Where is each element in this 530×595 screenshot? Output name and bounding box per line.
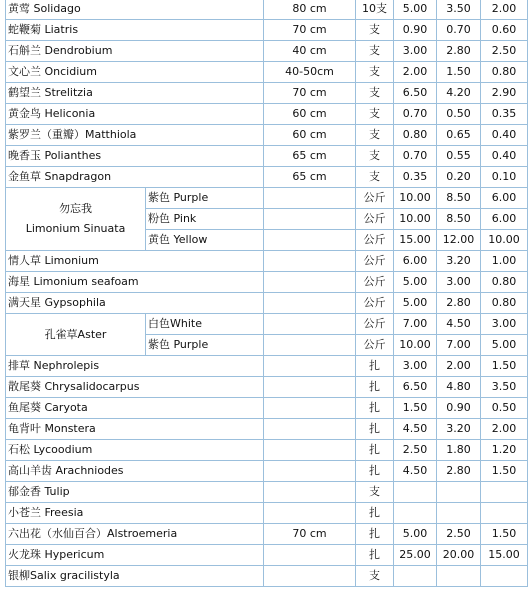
table-row (6, 0, 528, 20)
product-name: 鹤望兰 Strelitzia (6, 83, 264, 104)
product-name: 满天星 Gypsophila (6, 293, 264, 314)
price-b: 2.00 (437, 356, 481, 377)
price-b: 0.70 (437, 20, 481, 41)
price-a: 0.70 (394, 146, 437, 167)
price-b: 2.80 (437, 461, 481, 482)
stem-length (264, 356, 356, 377)
product-name: 情人草 Limonium (6, 251, 264, 272)
table-row (6, 461, 528, 482)
price-c: 10.00 (481, 230, 528, 251)
unit: 支 (356, 566, 394, 587)
unit: 支 (356, 167, 394, 188)
table-row (6, 272, 528, 293)
price-a: 2.00 (394, 62, 437, 83)
price-b (437, 566, 481, 587)
stem-length (264, 293, 356, 314)
price-a: 6.00 (394, 251, 437, 272)
table-row (6, 104, 528, 125)
price-c: 0.40 (481, 146, 528, 167)
product-name: 海星 Limonium seafoam (6, 272, 264, 293)
group-name (6, 188, 146, 251)
variant-color: 黄色 Yellow (146, 230, 264, 251)
price-b: 4.80 (437, 377, 481, 398)
table-row (6, 146, 528, 167)
product-name: 石斛兰 Dendrobium (6, 41, 264, 62)
variant-color: 粉色 Pink (146, 209, 264, 230)
price-a: 5.00 (394, 524, 437, 545)
unit: 扎 (356, 377, 394, 398)
table-row (6, 251, 528, 272)
price-c: 1.50 (481, 356, 528, 377)
price-a: 0.80 (394, 125, 437, 146)
price-b: 7.00 (437, 335, 481, 356)
price-b: 1.50 (437, 62, 481, 83)
price-a: 5.00 (394, 293, 437, 314)
price-c: 2.90 (481, 83, 528, 104)
stem-length (264, 272, 356, 293)
unit: 支 (356, 20, 394, 41)
price-c: 0.80 (481, 62, 528, 83)
product-name: 龟背叶 Monstera (6, 419, 264, 440)
stem-length (264, 230, 356, 251)
price-c: 5.00 (481, 335, 528, 356)
stem-length: 60 cm (264, 104, 356, 125)
price-b: 12.00 (437, 230, 481, 251)
product-name: 火龙珠 Hypericum (6, 545, 264, 566)
group-name-cn: 勿忘我 (59, 202, 92, 215)
price-c: 6.00 (481, 188, 528, 209)
stem-length: 65 cm (264, 146, 356, 167)
unit: 支 (356, 83, 394, 104)
price-c: 1.50 (481, 461, 528, 482)
product-name: 紫罗兰（重瓣）Matthiola (6, 125, 264, 146)
price-c: 3.00 (481, 314, 528, 335)
price-a: 3.00 (394, 41, 437, 62)
price-a: 3.00 (394, 356, 437, 377)
table-row (6, 314, 528, 335)
price-a (394, 566, 437, 587)
product-name: 鱼尾葵 Caryota (6, 398, 264, 419)
price-c: 0.10 (481, 167, 528, 188)
price-c: 1.20 (481, 440, 528, 461)
price-b: 0.90 (437, 398, 481, 419)
variant-color: 白色White (146, 314, 264, 335)
table-row (6, 545, 528, 566)
unit: 支 (356, 62, 394, 83)
price-a: 1.50 (394, 398, 437, 419)
table-row (6, 398, 528, 419)
stem-length (264, 545, 356, 566)
table-row (6, 41, 528, 62)
product-name: 小苍兰 Freesia (6, 503, 264, 524)
unit: 公斤 (356, 230, 394, 251)
price-b: 0.20 (437, 167, 481, 188)
unit: 公斤 (356, 335, 394, 356)
group-name-en: Limonium Sinuata (25, 222, 126, 235)
price-c: 0.80 (481, 272, 528, 293)
price-c: 6.00 (481, 209, 528, 230)
price-c: 0.60 (481, 20, 528, 41)
stem-length (264, 566, 356, 587)
flower-price-table (5, 0, 528, 587)
price-table-body (6, 0, 528, 587)
price-b: 8.50 (437, 209, 481, 230)
stem-length (264, 209, 356, 230)
price-c: 2.00 (481, 0, 528, 20)
stem-length (264, 503, 356, 524)
price-b: 1.80 (437, 440, 481, 461)
stem-length (264, 398, 356, 419)
price-b: 3.20 (437, 419, 481, 440)
price-c: 15.00 (481, 545, 528, 566)
price-b: 2.50 (437, 524, 481, 545)
stem-length: 70 cm (264, 83, 356, 104)
table-row (6, 356, 528, 377)
table-row (6, 20, 528, 41)
price-c (481, 482, 528, 503)
product-name: 蛇鞭菊 Liatris (6, 20, 264, 41)
product-name: 晚香玉 Polianthes (6, 146, 264, 167)
product-name: 银柳Salix gracilistyla (6, 566, 264, 587)
price-c (481, 503, 528, 524)
price-a: 4.50 (394, 419, 437, 440)
table-row (6, 419, 528, 440)
unit: 支 (356, 482, 394, 503)
stem-length (264, 482, 356, 503)
price-c: 0.80 (481, 293, 528, 314)
price-b: 0.50 (437, 104, 481, 125)
unit: 公斤 (356, 272, 394, 293)
unit: 公斤 (356, 188, 394, 209)
stem-length: 70 cm (264, 20, 356, 41)
unit: 扎 (356, 356, 394, 377)
product-name: 郁金香 Tulip (6, 482, 264, 503)
product-name: 石松 Lycoodium (6, 440, 264, 461)
table-row (6, 566, 528, 587)
stem-length: 65 cm (264, 167, 356, 188)
stem-length (264, 188, 356, 209)
price-b (437, 482, 481, 503)
unit: 支 (356, 125, 394, 146)
product-name: 黄莺 Solidago (6, 0, 264, 20)
unit: 扎 (356, 440, 394, 461)
unit: 支 (356, 41, 394, 62)
price-c: 1.00 (481, 251, 528, 272)
price-c: 3.50 (481, 377, 528, 398)
stem-length (264, 377, 356, 398)
unit: 公斤 (356, 314, 394, 335)
price-a: 25.00 (394, 545, 437, 566)
price-a: 0.70 (394, 104, 437, 125)
product-name: 六出花（水仙百合）Alstroemeria (6, 524, 264, 545)
table-row (6, 440, 528, 461)
price-a: 4.50 (394, 461, 437, 482)
price-c: 0.50 (481, 398, 528, 419)
product-name: 排草 Nephrolepis (6, 356, 264, 377)
price-b: 3.50 (437, 0, 481, 20)
unit: 扎 (356, 419, 394, 440)
price-c: 0.40 (481, 125, 528, 146)
table-row (6, 293, 528, 314)
price-a: 7.00 (394, 314, 437, 335)
price-a: 10.00 (394, 209, 437, 230)
table-row (6, 524, 528, 545)
table-row (6, 503, 528, 524)
group-name: 孔雀草Aster (6, 314, 146, 356)
price-a: 10.00 (394, 335, 437, 356)
stem-length (264, 314, 356, 335)
stem-length: 70 cm (264, 524, 356, 545)
unit: 公斤 (356, 251, 394, 272)
variant-color: 紫色 Purple (146, 335, 264, 356)
product-name: 散尾葵 Chrysalidocarpus (6, 377, 264, 398)
stem-length (264, 419, 356, 440)
price-b (437, 503, 481, 524)
price-a (394, 503, 437, 524)
price-b: 2.80 (437, 293, 481, 314)
table-row (6, 377, 528, 398)
table-row (6, 482, 528, 503)
price-c: 2.50 (481, 41, 528, 62)
variant-color: 紫色 Purple (146, 188, 264, 209)
unit: 扎 (356, 545, 394, 566)
table-row (6, 62, 528, 83)
stem-length: 60 cm (264, 125, 356, 146)
product-name: 金鱼草 Snapdragon (6, 167, 264, 188)
price-b: 0.55 (437, 146, 481, 167)
price-a: 6.50 (394, 377, 437, 398)
unit: 公斤 (356, 209, 394, 230)
unit: 10支 (356, 0, 394, 20)
stem-length: 40 cm (264, 41, 356, 62)
table-row (6, 188, 528, 209)
unit: 扎 (356, 503, 394, 524)
price-b: 4.20 (437, 83, 481, 104)
price-b: 20.00 (437, 545, 481, 566)
unit: 扎 (356, 398, 394, 419)
product-name: 文心兰 Oncidium (6, 62, 264, 83)
stem-length: 40-50cm (264, 62, 356, 83)
stem-length (264, 335, 356, 356)
price-a (394, 482, 437, 503)
unit: 支 (356, 104, 394, 125)
unit: 扎 (356, 461, 394, 482)
price-a: 5.00 (394, 0, 437, 20)
stem-length: 80 cm (264, 0, 356, 20)
unit: 公斤 (356, 293, 394, 314)
stem-length (264, 251, 356, 272)
price-c: 1.50 (481, 524, 528, 545)
table-row (6, 125, 528, 146)
price-a: 5.00 (394, 272, 437, 293)
price-b: 3.20 (437, 251, 481, 272)
price-b: 2.80 (437, 41, 481, 62)
price-c (481, 566, 528, 587)
product-name: 黄金鸟 Heliconia (6, 104, 264, 125)
price-b: 0.65 (437, 125, 481, 146)
unit: 扎 (356, 524, 394, 545)
price-b: 4.50 (437, 314, 481, 335)
price-a: 6.50 (394, 83, 437, 104)
price-b: 3.00 (437, 272, 481, 293)
unit: 支 (356, 146, 394, 167)
price-b: 8.50 (437, 188, 481, 209)
price-a: 0.35 (394, 167, 437, 188)
stem-length (264, 440, 356, 461)
price-a: 10.00 (394, 188, 437, 209)
price-c: 2.00 (481, 419, 528, 440)
price-a: 2.50 (394, 440, 437, 461)
stem-length (264, 461, 356, 482)
price-c: 0.35 (481, 104, 528, 125)
table-row (6, 83, 528, 104)
price-a: 0.90 (394, 20, 437, 41)
table-row (6, 167, 528, 188)
price-a: 15.00 (394, 230, 437, 251)
product-name: 高山羊齿 Arachniodes (6, 461, 264, 482)
